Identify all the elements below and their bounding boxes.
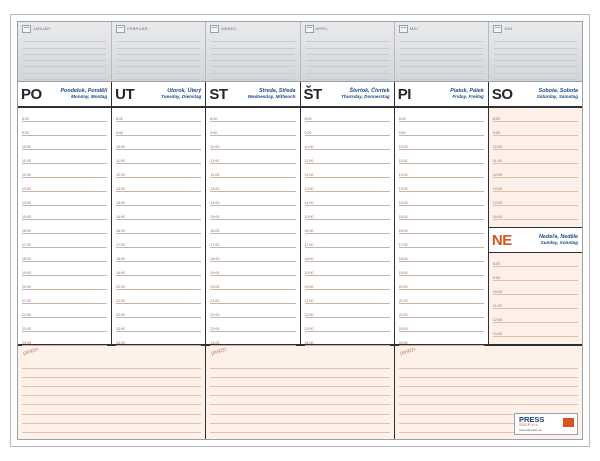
month-lines (494, 36, 577, 78)
month-label: MAREC (221, 26, 237, 31)
day-abbr: NE (491, 231, 512, 249)
day-name-international: Monday, Montag (71, 94, 108, 100)
publisher-logo (514, 413, 578, 435)
hour-label: 24:00 (116, 340, 126, 345)
day-names (231, 88, 297, 99)
calendar-icon (493, 25, 502, 33)
notes-column[interactable] (395, 346, 582, 439)
month-cell (112, 22, 206, 81)
hour-row[interactable] (301, 290, 394, 304)
day-names (414, 88, 485, 99)
hour-label: 12:00 (492, 172, 502, 177)
month-label: MÁJ (409, 26, 419, 31)
hour-row[interactable] (301, 164, 394, 178)
hour-label: 18:00 (116, 256, 126, 261)
hour-label: 12:00 (116, 172, 126, 177)
hour-row[interactable] (18, 318, 111, 332)
day-name-native: Streda, Středa (258, 88, 296, 95)
month-label: APRÍL (315, 26, 329, 31)
hour-row[interactable] (18, 178, 111, 192)
hour-row[interactable] (489, 206, 582, 220)
hour-row[interactable] (112, 234, 205, 248)
hour-label: 22:00 (304, 312, 314, 317)
hour-row[interactable] (395, 262, 488, 276)
day-names (515, 234, 579, 245)
hour-row[interactable] (395, 318, 488, 332)
hour-label: 16:00 (398, 228, 408, 233)
hour-row[interactable] (301, 332, 394, 346)
hour-row[interactable] (489, 122, 582, 136)
day-names (45, 88, 108, 99)
pen-icon: pen-icon (22, 346, 39, 358)
month-lines (211, 36, 294, 78)
pen-icon: pen-icon (210, 346, 227, 358)
month-cell (18, 22, 112, 81)
hour-row[interactable] (112, 122, 205, 136)
day-header-friday (395, 82, 489, 106)
day-names (325, 88, 391, 99)
day-name-international: Friday, Freitag (452, 94, 484, 100)
day-column-tuesday[interactable] (112, 108, 206, 344)
hour-label: 22:00 (210, 312, 220, 317)
day-abbr: ST (209, 85, 228, 103)
hour-row[interactable] (395, 136, 488, 150)
hour-label: 11:00 (492, 303, 502, 308)
hour-label: 9:00 (116, 130, 124, 135)
day-name-international: Sunday, Sonntag (540, 240, 579, 246)
calendar-icon (210, 25, 219, 33)
hour-label: 12:00 (304, 172, 314, 177)
hour-row[interactable] (395, 234, 488, 248)
hour-row[interactable] (301, 304, 394, 318)
hour-row[interactable] (395, 276, 488, 290)
hour-row[interactable] (395, 192, 488, 206)
hour-label: 22:00 (116, 312, 126, 317)
month-cell (301, 22, 395, 81)
day-abbr: PI (397, 85, 411, 103)
day-header-band (18, 82, 582, 108)
hour-label: 20:00 (210, 284, 220, 289)
hour-row[interactable] (301, 122, 394, 136)
hour-label: 13:00 (22, 186, 31, 191)
day-name-native: Nedeľa, Neděle (539, 234, 579, 241)
hour-row[interactable] (206, 136, 299, 150)
month-lines (23, 36, 106, 78)
hour-label: 10:00 (116, 144, 126, 149)
logo-name: PRESS (518, 414, 545, 424)
hour-label: 17:00 (22, 242, 31, 247)
hour-label: 11:00 (398, 158, 408, 163)
day-name-native: Piatok, Pátek (450, 88, 484, 95)
hour-row[interactable] (489, 323, 582, 337)
hour-label: 19:00 (210, 270, 220, 275)
hour-row[interactable] (112, 318, 205, 332)
hour-label: 15:00 (304, 214, 314, 219)
hour-row[interactable] (301, 178, 394, 192)
day-header-wednesday (206, 82, 300, 106)
day-header-thursday (301, 82, 395, 106)
hour-row[interactable] (301, 206, 394, 220)
hour-row[interactable] (112, 150, 205, 164)
hour-label: 24:00 (398, 340, 408, 345)
hour-row[interactable] (18, 122, 111, 136)
day-column-thursday[interactable] (301, 108, 395, 344)
hour-row[interactable] (18, 136, 111, 150)
hour-label: 18:00 (398, 256, 408, 261)
month-cell (395, 22, 489, 81)
hour-row[interactable] (301, 108, 394, 122)
hour-row[interactable] (489, 136, 582, 150)
hour-row[interactable] (395, 164, 488, 178)
hour-row[interactable] (18, 164, 111, 178)
hour-row[interactable] (112, 304, 205, 318)
hour-label: 23:00 (398, 326, 408, 331)
hour-label: 24:00 (22, 340, 31, 345)
day-header-monday (18, 82, 112, 106)
month-lines (117, 36, 200, 78)
hour-row[interactable] (301, 220, 394, 234)
hour-label: 16:00 (304, 228, 314, 233)
hour-row[interactable] (395, 290, 488, 304)
day-name-international: Thursday, Donnerstag (341, 94, 390, 100)
hour-row[interactable] (112, 192, 205, 206)
hour-row[interactable] (206, 248, 299, 262)
hour-label: 11:00 (492, 158, 502, 163)
hour-label: 17:00 (304, 242, 314, 247)
hour-label: 23:00 (210, 326, 220, 331)
hour-row[interactable] (206, 192, 299, 206)
hour-label: 8:00 (398, 116, 406, 121)
hour-row[interactable] (112, 248, 205, 262)
hour-label: 20:00 (304, 284, 314, 289)
hour-row[interactable] (206, 206, 299, 220)
hour-row[interactable] (18, 150, 111, 164)
hour-label: 14:00 (304, 200, 314, 205)
hour-row[interactable] (489, 150, 582, 164)
day-column-saturday-sunday[interactable] (489, 108, 582, 344)
hour-grid (18, 108, 582, 346)
hour-label: 13:00 (492, 331, 502, 336)
hour-row[interactable] (489, 281, 582, 295)
hour-row[interactable] (395, 332, 488, 346)
hour-row[interactable] (301, 192, 394, 206)
hour-row[interactable] (18, 192, 111, 206)
hour-label: 15:00 (398, 214, 408, 219)
hour-row[interactable] (301, 262, 394, 276)
hour-label: 12:00 (398, 172, 408, 177)
hour-label: 9:00 (22, 130, 29, 135)
hour-row[interactable] (489, 192, 582, 206)
hour-label: 11:00 (304, 158, 314, 163)
hour-label: 8:00 (492, 116, 500, 121)
hour-label: 17:00 (398, 242, 408, 247)
calendar-icon (22, 25, 31, 33)
hour-label: 13:00 (398, 186, 408, 191)
hour-row[interactable] (18, 290, 111, 304)
month-cell (489, 22, 582, 81)
day-name-international: Saturday, Samstag (536, 94, 579, 100)
notes-lines (210, 360, 389, 437)
hour-row[interactable] (395, 220, 488, 234)
hour-label: 8:00 (116, 116, 124, 121)
hour-row[interactable] (301, 248, 394, 262)
month-label: JANUÁR (33, 26, 51, 31)
hour-label: 14:00 (492, 200, 502, 205)
day-name-international: Tuesday, Dienstag (161, 94, 202, 100)
hour-row[interactable] (395, 206, 488, 220)
hour-row[interactable] (18, 206, 111, 220)
hour-row[interactable] (206, 262, 299, 276)
day-column-friday[interactable] (395, 108, 489, 344)
hour-label: 10:00 (398, 144, 408, 149)
hour-row[interactable] (395, 150, 488, 164)
hour-row[interactable] (112, 332, 205, 346)
hour-label: 13:00 (304, 186, 314, 191)
hour-row[interactable] (489, 164, 582, 178)
hour-label: 19:00 (116, 270, 126, 275)
hour-label: 21:00 (210, 298, 220, 303)
hour-label: 21:00 (116, 298, 126, 303)
planner-inner-frame (17, 21, 583, 440)
hour-label: 19:00 (22, 270, 31, 275)
day-column-monday[interactable] (18, 108, 112, 344)
hour-row[interactable] (395, 178, 488, 192)
hour-label: 18:00 (210, 256, 220, 261)
hour-row[interactable] (206, 108, 299, 122)
hour-row[interactable] (206, 304, 299, 318)
hour-row[interactable] (395, 108, 488, 122)
hour-label: 11:00 (22, 158, 31, 163)
pen-icon: pen-icon (399, 346, 416, 358)
hour-label: 9:00 (398, 130, 406, 135)
hour-label: 9:00 (210, 130, 218, 135)
hour-label: 19:00 (398, 270, 408, 275)
hour-row[interactable] (301, 234, 394, 248)
hour-label: 21:00 (398, 298, 408, 303)
day-header-sunday (489, 227, 582, 253)
hour-label: 10:00 (304, 144, 314, 149)
hour-label: 14:00 (22, 200, 31, 205)
hour-label: 21:00 (304, 298, 314, 303)
hour-label: 10:00 (492, 144, 502, 149)
day-name-native: Štvrtok, Čtvrtek (349, 88, 390, 95)
hour-label: 10:00 (210, 144, 220, 149)
logo-subtitle: GROUP s.r.o. (518, 423, 539, 428)
hour-row[interactable] (112, 178, 205, 192)
hour-label: 8:00 (304, 116, 312, 121)
hour-row[interactable] (18, 234, 111, 248)
month-strip (18, 22, 582, 82)
hour-row[interactable] (301, 150, 394, 164)
hour-row[interactable] (112, 206, 205, 220)
day-name-native: Sobota, Sobota (538, 88, 579, 95)
hour-label: 15:00 (22, 214, 31, 219)
hour-row[interactable] (206, 122, 299, 136)
hour-label: 23:00 (304, 326, 314, 331)
hour-row[interactable] (489, 295, 582, 309)
hour-label: 15:00 (492, 214, 502, 219)
hour-label: 12:00 (492, 317, 502, 322)
notes-lines (22, 360, 201, 437)
logo-badge-icon (563, 418, 574, 427)
hour-row[interactable] (206, 220, 299, 234)
hour-row[interactable] (18, 332, 111, 346)
hour-label: 24:00 (304, 340, 314, 345)
logo-website: www.kalendare.sk (518, 428, 542, 433)
hour-row[interactable] (395, 122, 488, 136)
hour-label: 14:00 (116, 200, 126, 205)
notes-column[interactable] (18, 346, 206, 439)
hour-row[interactable] (206, 150, 299, 164)
hour-label: 11:00 (210, 158, 220, 163)
hour-row[interactable] (301, 276, 394, 290)
hour-row[interactable] (18, 276, 111, 290)
day-abbr: PO (21, 85, 42, 103)
day-header-saturday (489, 82, 582, 106)
hour-row[interactable] (112, 290, 205, 304)
day-column-wednesday[interactable] (206, 108, 300, 344)
day-abbr: SO (491, 85, 513, 103)
hour-row[interactable] (18, 108, 111, 122)
notes-column[interactable] (206, 346, 394, 439)
hour-label: 15:00 (116, 214, 126, 219)
hour-row[interactable] (206, 332, 299, 346)
hour-row[interactable] (206, 164, 299, 178)
hour-label: 10:00 (492, 289, 502, 294)
month-lines (306, 36, 389, 78)
day-names (516, 88, 579, 99)
hour-row[interactable] (395, 248, 488, 262)
hour-label: 18:00 (304, 256, 314, 261)
hour-label: 20:00 (116, 284, 126, 289)
day-abbr: UT (115, 85, 135, 103)
hour-row[interactable] (112, 262, 205, 276)
hour-label: 11:00 (116, 158, 125, 163)
hour-label: 9:00 (492, 275, 500, 280)
sunday-hour-rows[interactable] (489, 253, 582, 344)
hour-row[interactable] (395, 304, 488, 318)
hour-label: 22:00 (398, 312, 408, 317)
hour-row[interactable] (112, 276, 205, 290)
planner-sheet (10, 14, 590, 447)
hour-row[interactable] (112, 220, 205, 234)
hour-row[interactable] (301, 318, 394, 332)
hour-label: 19:00 (304, 270, 314, 275)
hour-label: 13:00 (116, 186, 126, 191)
hour-label: 22:00 (22, 312, 31, 317)
hour-label: 8:00 (492, 261, 500, 266)
hour-label: 17:00 (116, 242, 126, 247)
hour-row[interactable] (18, 262, 111, 276)
hour-row[interactable] (18, 304, 111, 318)
hour-label: 23:00 (116, 326, 126, 331)
hour-label: 10:00 (22, 144, 31, 149)
hour-label: 16:00 (116, 228, 126, 233)
hour-label: 12:00 (210, 172, 220, 177)
day-name-native: Utorok, Úterý (167, 88, 202, 95)
hour-label: 16:00 (22, 228, 31, 233)
hour-row[interactable] (112, 136, 205, 150)
hour-row[interactable] (489, 267, 582, 281)
day-abbr: ŠT (303, 85, 322, 103)
calendar-icon (116, 25, 125, 33)
hour-label: 24:00 (210, 340, 220, 345)
hour-label: 17:00 (210, 242, 220, 247)
calendar-icon (399, 25, 408, 33)
hour-row[interactable] (206, 178, 299, 192)
month-cell (206, 22, 300, 81)
hour-row[interactable] (489, 178, 582, 192)
hour-row[interactable] (489, 108, 582, 122)
hour-label: 8:00 (22, 116, 29, 121)
hour-label: 23:00 (22, 326, 31, 331)
hour-row[interactable] (112, 164, 205, 178)
day-name-native: Pondelok, Pondělí (60, 88, 108, 95)
hour-label: 9:00 (492, 130, 500, 135)
day-header-tuesday (112, 82, 206, 106)
hour-row[interactable] (18, 220, 111, 234)
hour-row[interactable] (301, 136, 394, 150)
hour-label: 21:00 (22, 298, 31, 303)
hour-label: 12:00 (22, 172, 31, 177)
calendar-icon (305, 25, 314, 33)
hour-label: 15:00 (210, 214, 220, 219)
day-name-international: Wednesday, Mittwoch (247, 94, 296, 100)
hour-row[interactable] (206, 276, 299, 290)
month-label: FEBRUÁR (127, 26, 148, 31)
hour-label: 20:00 (398, 284, 408, 289)
hour-label: 8:00 (210, 116, 218, 121)
hour-label: 9:00 (304, 130, 312, 135)
day-names (137, 88, 202, 99)
hour-row[interactable] (206, 234, 299, 248)
notes-area (18, 346, 582, 439)
hour-row[interactable] (489, 253, 582, 267)
hour-label: 13:00 (210, 186, 220, 191)
hour-row[interactable] (112, 108, 205, 122)
hour-label: 13:00 (492, 186, 502, 191)
month-lines (400, 36, 483, 78)
hour-row[interactable] (18, 248, 111, 262)
hour-row[interactable] (206, 318, 299, 332)
hour-label: 18:00 (22, 256, 31, 261)
hour-label: 14:00 (398, 200, 408, 205)
hour-row[interactable] (489, 309, 582, 323)
month-label: JÚN (503, 26, 513, 31)
hour-row[interactable] (206, 290, 299, 304)
hour-label: 16:00 (210, 228, 220, 233)
hour-label: 20:00 (22, 284, 31, 289)
hour-label: 14:00 (210, 200, 220, 205)
